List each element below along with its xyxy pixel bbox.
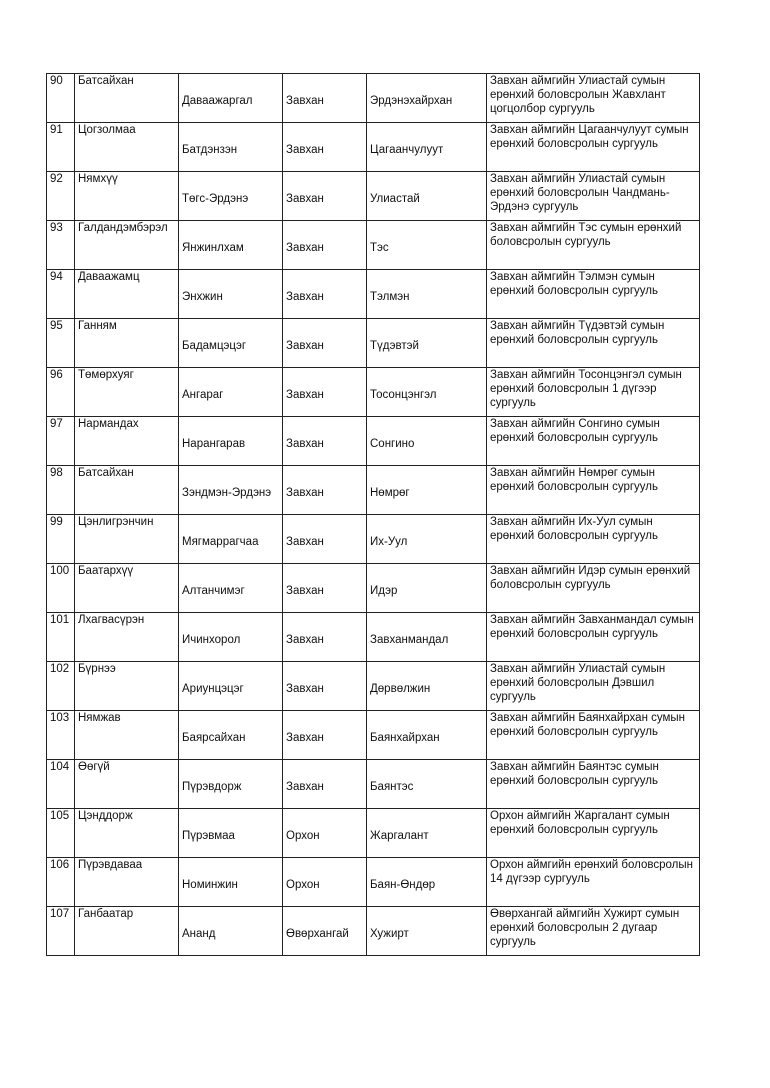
soum-name: Завханмандал: [367, 613, 487, 662]
school-name: Завхан аймгийн Улиастай сумын ерөнхий боловсролын Дэвшил сургууль: [487, 662, 700, 711]
parent-name: Батдэнзэн: [179, 123, 283, 172]
school-name: Завхан аймгийн Тэлмэн сумын ерөнхий боловсролын сургууль: [487, 270, 700, 319]
school-name: Өвөрхангай аймгийн Хужирт сумын ерөнхий боловсролын 2 дугаар сургууль: [487, 907, 700, 956]
soum-name: Тосонцэнгэл: [367, 368, 487, 417]
school-name: Завхан аймгийн Завханмандал сумын ерөнхий боловсролын сургууль: [487, 613, 700, 662]
aimag-name: Завхан: [283, 760, 367, 809]
soum-name: Жаргалант: [367, 809, 487, 858]
parent-name: Ананд: [179, 907, 283, 956]
student-name: Пүрэвдаваа: [75, 858, 179, 907]
table-row: [47, 417, 700, 466]
parent-name: Нарангарав: [179, 417, 283, 466]
student-name: Баатархүү: [75, 564, 179, 613]
soum-name: Тэс: [367, 221, 487, 270]
row-number: 93: [47, 221, 75, 270]
table-row: [47, 221, 700, 270]
student-name: Ганбаатар: [75, 907, 179, 956]
table-row: [47, 760, 700, 809]
row-number: 103: [47, 711, 75, 760]
soum-name: Идэр: [367, 564, 487, 613]
soum-name: Эрдэнэхайрхан: [367, 74, 487, 123]
school-name: Завхан аймгийн Түдэвтэй сумын ерөнхий боловсролын сургууль: [487, 319, 700, 368]
school-name: Завхан аймгийн Их-Уул сумын ерөнхий боловсролын сургууль: [487, 515, 700, 564]
row-number: 92: [47, 172, 75, 221]
student-name: Лхагвасүрэн: [75, 613, 179, 662]
row-number: 90: [47, 74, 75, 123]
student-name: Цэнлигрэнчин: [75, 515, 179, 564]
row-number: 95: [47, 319, 75, 368]
aimag-name: Завхан: [283, 662, 367, 711]
student-name: Өөгүй: [75, 760, 179, 809]
parent-name: Ангараг: [179, 368, 283, 417]
row-number: 99: [47, 515, 75, 564]
row-number: 91: [47, 123, 75, 172]
row-number: 101: [47, 613, 75, 662]
table-row: [47, 809, 700, 858]
table-row: [47, 172, 700, 221]
student-name: Цэнддорж: [75, 809, 179, 858]
aimag-name: Завхан: [283, 368, 367, 417]
aimag-name: Завхан: [283, 417, 367, 466]
row-number: 104: [47, 760, 75, 809]
table-row: [47, 907, 700, 956]
parent-name: Даваажаргал: [179, 74, 283, 123]
parent-name: Баярсайхан: [179, 711, 283, 760]
student-table: [46, 73, 700, 956]
row-number: 107: [47, 907, 75, 956]
soum-name: Баянхайрхан: [367, 711, 487, 760]
parent-name: Зэндмэн-Эрдэнэ: [179, 466, 283, 515]
school-name: Завхан аймгийн Нөмрөг сумын ерөнхий боловсролын сургууль: [487, 466, 700, 515]
table-row: [47, 662, 700, 711]
student-name: Бүрнээ: [75, 662, 179, 711]
soum-name: Их-Уул: [367, 515, 487, 564]
soum-name: Хужирт: [367, 907, 487, 956]
row-number: 97: [47, 417, 75, 466]
table-row: [47, 270, 700, 319]
soum-name: Нөмрөг: [367, 466, 487, 515]
student-name: Нармандах: [75, 417, 179, 466]
school-name: Завхан аймгийн Тосонцэнгэл сумын ерөнхий боловсролын 1 дүгээр сургууль: [487, 368, 700, 417]
parent-name: Алтанчимэг: [179, 564, 283, 613]
parent-name: Янжинлхам: [179, 221, 283, 270]
school-name: Завхан аймгийн Улиастай сумын ерөнхий боловсролын Чандмань-Эрдэнэ сургууль: [487, 172, 700, 221]
row-number: 102: [47, 662, 75, 711]
aimag-name: Завхан: [283, 319, 367, 368]
school-name: Завхан аймгийн Идэр сумын ерөнхий боловсролын сургууль: [487, 564, 700, 613]
student-table-body: [47, 74, 700, 956]
school-name: Завхан аймгийн Цагаанчулуут сумын ерөнхий боловсролын сургууль: [487, 123, 700, 172]
row-number: 98: [47, 466, 75, 515]
student-name: Цогзолмаа: [75, 123, 179, 172]
table-row: [47, 858, 700, 907]
student-name: Галдандэмбэрэл: [75, 221, 179, 270]
student-name: Даваажамц: [75, 270, 179, 319]
soum-name: Түдэвтэй: [367, 319, 487, 368]
table-row: [47, 613, 700, 662]
soum-name: Тэлмэн: [367, 270, 487, 319]
aimag-name: Орхон: [283, 809, 367, 858]
table-row: [47, 123, 700, 172]
row-number: 96: [47, 368, 75, 417]
aimag-name: Өвөрхангай: [283, 907, 367, 956]
aimag-name: Орхон: [283, 858, 367, 907]
school-name: Орхон аймгийн Жаргалант сумын ерөнхий боловсролын сургууль: [487, 809, 700, 858]
parent-name: Пүрэвдорж: [179, 760, 283, 809]
school-name: Завхан аймгийн Улиастай сумын ерөнхий боловсролын Жавхлант цогцолбор сургууль: [487, 74, 700, 123]
soum-name: Сонгино: [367, 417, 487, 466]
student-name: Нямжав: [75, 711, 179, 760]
student-name: Нямхүү: [75, 172, 179, 221]
aimag-name: Завхан: [283, 221, 367, 270]
table-row: [47, 564, 700, 613]
school-name: Завхан аймгийн Баянхайрхан сумын ерөнхий боловсролын сургууль: [487, 711, 700, 760]
student-name: Батсайхан: [75, 466, 179, 515]
aimag-name: Завхан: [283, 270, 367, 319]
soum-name: Дөрвөлжин: [367, 662, 487, 711]
soum-name: Баянтэс: [367, 760, 487, 809]
parent-name: Энхжин: [179, 270, 283, 319]
row-number: 106: [47, 858, 75, 907]
aimag-name: Завхан: [283, 711, 367, 760]
parent-name: Номинжин: [179, 858, 283, 907]
parent-name: Ичинхорол: [179, 613, 283, 662]
school-name: Завхан аймгийн Баянтэс сумын ерөнхий боловсролын сургууль: [487, 760, 700, 809]
soum-name: Баян-Өндөр: [367, 858, 487, 907]
table-row: [47, 711, 700, 760]
parent-name: Ариунцэцэг: [179, 662, 283, 711]
parent-name: Мягмаррагчаа: [179, 515, 283, 564]
aimag-name: Завхан: [283, 564, 367, 613]
aimag-name: Завхан: [283, 515, 367, 564]
aimag-name: Завхан: [283, 466, 367, 515]
soum-name: Цагаанчулуут: [367, 123, 487, 172]
parent-name: Пүрэвмаа: [179, 809, 283, 858]
table-row: [47, 74, 700, 123]
table-row: [47, 466, 700, 515]
student-name: Ганням: [75, 319, 179, 368]
table-row: [47, 319, 700, 368]
aimag-name: Завхан: [283, 123, 367, 172]
aimag-name: Завхан: [283, 613, 367, 662]
aimag-name: Завхан: [283, 74, 367, 123]
row-number: 100: [47, 564, 75, 613]
table-row: [47, 515, 700, 564]
soum-name: Улиастай: [367, 172, 487, 221]
school-name: Завхан аймгийн Сонгино сумын ерөнхий боловсролын сургууль: [487, 417, 700, 466]
student-name: Төмөрхуяг: [75, 368, 179, 417]
row-number: 94: [47, 270, 75, 319]
parent-name: Төгс-Эрдэнэ: [179, 172, 283, 221]
student-name: Батсайхан: [75, 74, 179, 123]
table-row: [47, 368, 700, 417]
aimag-name: Завхан: [283, 172, 367, 221]
row-number: 105: [47, 809, 75, 858]
school-name: Орхон аймгийн ерөнхий боловсролын 14 дүгээр сургууль: [487, 858, 700, 907]
parent-name: Бадамцэцэг: [179, 319, 283, 368]
school-name: Завхан аймгийн Тэс сумын ерөнхий боловсролын сургууль: [487, 221, 700, 270]
